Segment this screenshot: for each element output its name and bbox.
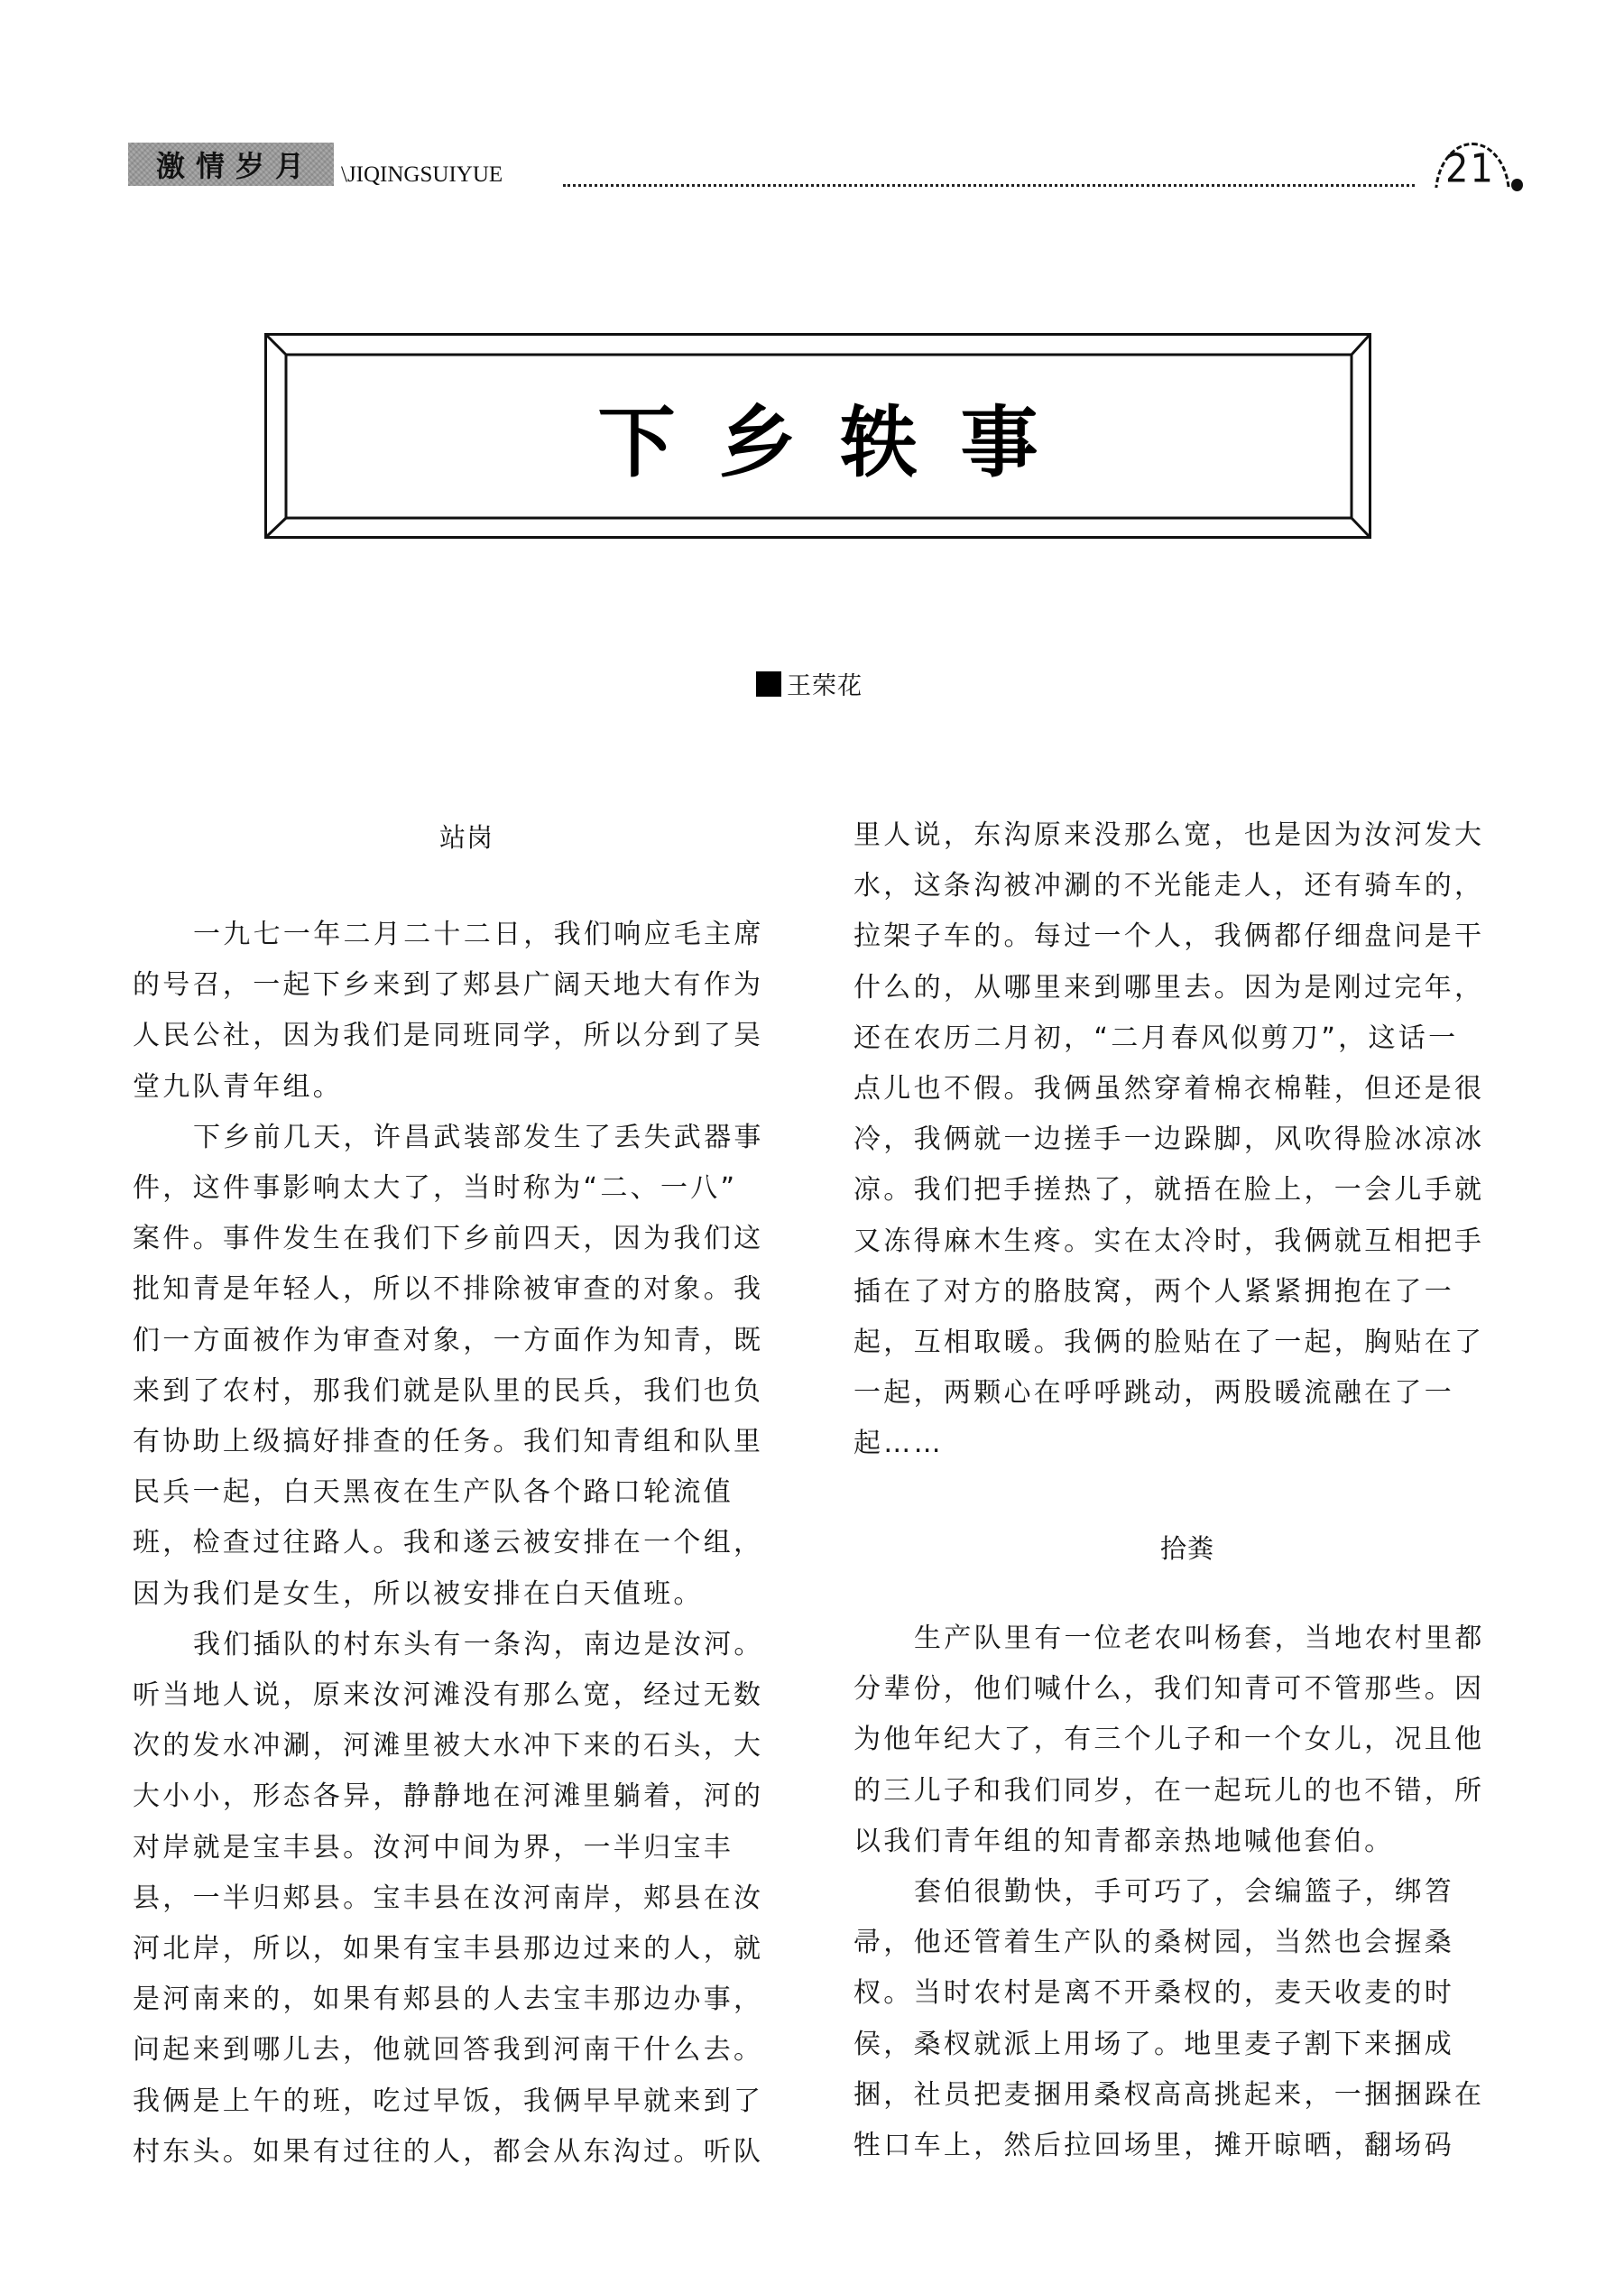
body-text-line: 拉架子车的。每过一个人，我俩都仔细盘问是干 <box>854 920 1485 953</box>
author-name: 王荣花 <box>787 672 863 700</box>
body-text-line: 来到了农村，那我们就是队里的民兵，我们也负 <box>133 1374 764 1407</box>
body-text-line: 件，这件事影响太大了，当时称为“二、一八” <box>133 1172 738 1204</box>
black-square-icon <box>756 671 781 697</box>
body-text-line: 一九七一年二月二十二日，我们响应毛主席 <box>193 919 764 950</box>
body-text-line: 帚，他还管着生产队的桑树园，当然也会握桑 <box>854 1927 1454 1959</box>
leader-dots-divider <box>563 184 1415 187</box>
body-text-line: 以我们青年组的知青都亲热地喊他套伯。 <box>854 1825 1395 1857</box>
body-text-line: 村东头。如果有过往的人，都会从东沟过。听队 <box>133 2135 764 2168</box>
body-text-line: 因为我们是女生，所以被安排在白天值班。 <box>133 1577 704 1610</box>
body-text-line: 一起，两颗心在呼呼跳动，两股暖流融在了一 <box>854 1377 1454 1410</box>
title-frame <box>264 333 1371 539</box>
body-text-line: 听当地人说，原来汝河滩没有那么宽，经过无数 <box>133 1679 764 1711</box>
section-heading-zhangang: 站岗 <box>438 822 494 853</box>
body-text-line: 案件。事件发生在我们下乡前四天，因为我们这 <box>133 1223 764 1255</box>
dot-icon <box>1511 179 1523 191</box>
body-text-line: 民兵一起，白天黑夜在生产队各个路口轮流值 <box>133 1476 734 1509</box>
page-header <box>0 0 1624 217</box>
body-text-line: 对岸就是宝丰县。汝河中间为界，一半归宝丰 <box>133 1831 734 1863</box>
section-label: 激情岁月 <box>128 143 334 186</box>
body-text-line: 点儿也不假。我俩虽然穿着棉衣棉鞋，但还是很 <box>854 1073 1485 1105</box>
body-text-line: 起…… <box>854 1428 944 1460</box>
body-text-line: 是河南来的，如果有郏县的人去宝丰那边办事， <box>133 1984 764 2016</box>
body-text-line: 有协助上级搞好排查的任务。我们知青组和队里 <box>133 1426 764 1457</box>
body-text-line: 插在了对方的胳肢窝，两个人紧紧拥抱在了一 <box>854 1275 1454 1308</box>
body-text-line: 河北岸，所以，如果有宝丰县那边过来的人，就 <box>133 1933 764 1965</box>
body-text-line: 县，一半归郏县。宝丰县在汝河南岸，郏县在汝 <box>133 1882 764 1914</box>
body-text-line: 分辈份，他们喊什么，我们知青可不管那些。因 <box>854 1673 1485 1706</box>
byline <box>756 666 863 701</box>
body-text-line: 还在农历二月初，“二月春风似剪刀”，这话一 <box>854 1022 1459 1054</box>
body-text-line: 水，这条沟被冲涮的不光能走人，还有骑车的， <box>854 870 1485 902</box>
body-text-line: 杈。当时农村是离不开桑杈的，麦天收麦的时 <box>854 1977 1454 2010</box>
body-text-line: 问起来到哪儿去，他就回答我到河南干什么去。 <box>133 2034 764 2067</box>
body-text-line: 的号召，一起下乡来到了郏县广阔天地大有作为 <box>133 969 764 1002</box>
body-text-line: 次的发水冲涮，河滩里被大水冲下来的石头，大 <box>133 1730 764 1762</box>
body-text-line: 为他年纪大了，有三个儿子和一个女儿，况且他 <box>854 1724 1485 1756</box>
body-text-line: 批知青是年轻人，所以不排除被审查的对象。我 <box>133 1273 764 1306</box>
body-text-line: 们一方面被作为审查对象，一方面作为知青，既 <box>133 1324 764 1356</box>
body-text-line: 的三儿子和我们同岁，在一起玩儿的也不错，所 <box>854 1774 1485 1807</box>
body-text-line: 套伯很勤快，手可巧了，会编篮子，绑笤 <box>914 1876 1455 1908</box>
body-text-line: 生产队里有一位老农叫杨套，当地农村里都 <box>914 1623 1485 1654</box>
body-text-line: 大小小，形态各异，静静地在河滩里躺着，河的 <box>133 1780 764 1813</box>
body-text-line: 下乡前几天，许昌武装部发生了丢失武器事 <box>193 1121 764 1153</box>
body-text-line: 人民公社，因为我们是同班同学，所以分到了吴 <box>133 1020 764 1052</box>
section-pinyin: \JIQINGSUIYUE <box>341 162 503 187</box>
article-title: 下乡轶事 <box>597 397 1082 488</box>
page-number: 21 <box>1445 145 1495 192</box>
body-text-line: 侯，桑杈就派上用场了。地里麦子割下来捆成 <box>854 2028 1454 2060</box>
section-heading-shifen: 拾粪 <box>1159 1533 1214 1564</box>
body-text-line: 起，互相取暖。我俩的脸贴在了一起，胸贴在了 <box>854 1327 1485 1358</box>
body-text-line: 我俩是上午的班，吃过早饭，我俩早早就来到了 <box>133 2085 764 2117</box>
body-text-line: 堂九队青年组。 <box>133 1070 344 1103</box>
body-text-line: 班，检查过往路人。我和遂云被安排在一个组， <box>133 1527 764 1559</box>
body-text-line: 里人说，东沟原来没那么宽，也是因为汝河发大 <box>854 819 1485 851</box>
body-text-line: 牲口车上，然后拉回场里，摊开晾晒，翻场码 <box>854 2130 1454 2161</box>
page-number-ornament <box>1407 134 1525 193</box>
body-text-line: 捆，社员把麦捆用桑杈高高挑起来，一捆捆跺在 <box>854 2078 1485 2111</box>
body-text-line: 冷，我俩就一边搓手一边跺脚，风吹得脸冰凉冰 <box>854 1124 1485 1156</box>
body-text-line: 什么的，从哪里来到哪里去。因为是刚过完年， <box>854 971 1485 1003</box>
body-text-line: 凉。我们把手搓热了，就捂在脸上，一会儿手就 <box>854 1174 1485 1207</box>
body-text-line: 我们插队的村东头有一条沟，南边是汝河。 <box>193 1628 764 1660</box>
body-text-line: 又冻得麻木生疼。实在太冷时，我俩就互相把手 <box>854 1225 1485 1257</box>
